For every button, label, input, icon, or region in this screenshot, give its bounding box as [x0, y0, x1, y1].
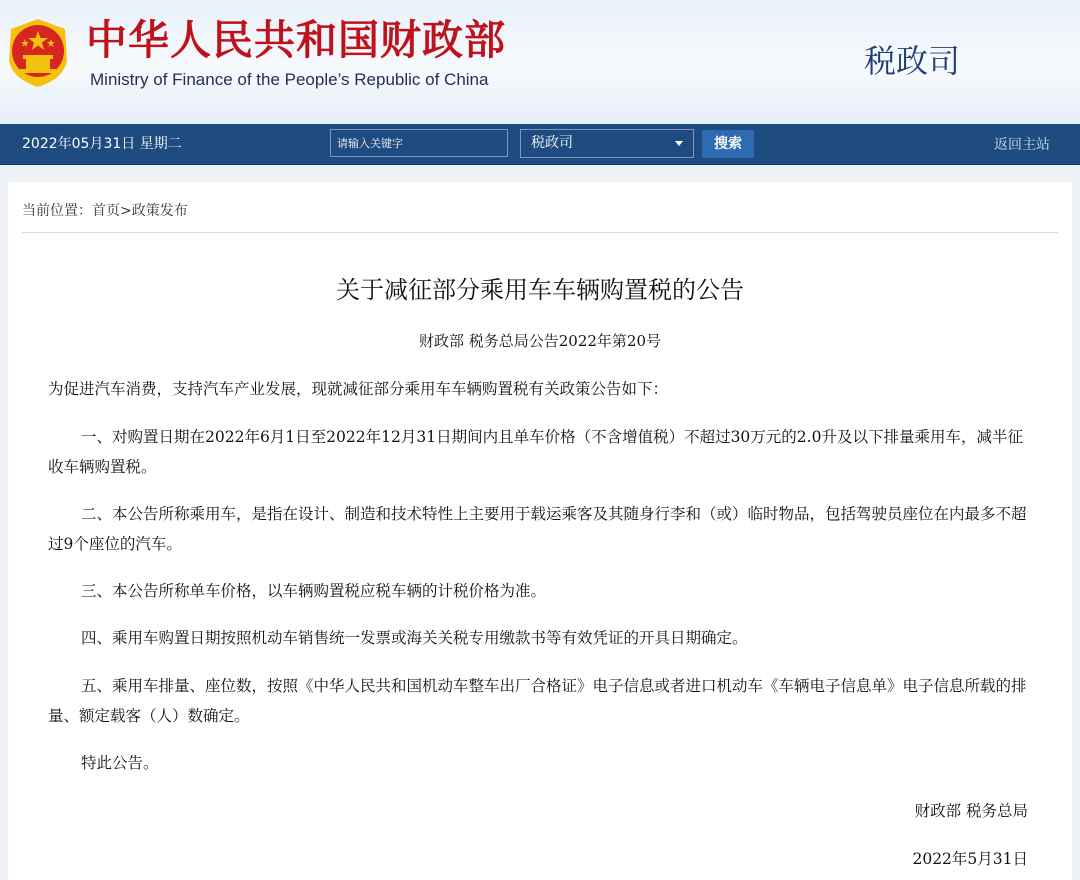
breadcrumb — [22, 182, 1058, 233]
breadcrumb-section-link[interactable]: 政策发布 — [131, 203, 188, 219]
breadcrumb-home-link[interactable]: 首页 — [92, 203, 120, 219]
site-title: 中华人民共和国财政部 — [86, 16, 506, 64]
department-select-value: 税政司 — [531, 135, 573, 151]
search-input[interactable] — [330, 129, 508, 157]
current-date: 2022年05月31日 星期二 — [22, 136, 182, 152]
site-header — [0, 0, 1080, 124]
document-number: 财政部 税务总局公告2022年第20号 — [418, 332, 662, 350]
signature-date: 2022年5月31日 — [912, 850, 1028, 868]
article-paragraph: 二、本公告所称乘用车，是指在设计、制造和技术特性上主要用于载运乘客及其随身行李和（或）临时物品，包括驾驶员座位在内最多不超过9个座位的汽车。 — [48, 505, 1027, 553]
return-home-link[interactable]: 返回主站 — [994, 137, 1050, 153]
article-paragraph: 三、本公告所称单车价格，以车辆购置税应税车辆的计税价格为准。 — [81, 582, 547, 600]
article-paragraph: 五、乘用车排量、座位数，按照《中华人民共和国机动车整车出厂合格证》电子信息或者进口机动车《车辆电子信息单》电子信息所载的排量、额定载客（人）数确定。 — [48, 677, 1027, 725]
site-subtitle: Ministry of Finance of the People’s Republic of China — [90, 70, 489, 89]
article-paragraph: 一、对购置日期在2022年6月1日至2022年12月31日期间内且单车价格（不含增值税）不超过30万元的2.0升及以下排量乘用车，减半征收车辆购置税。 — [48, 428, 1023, 476]
chevron-down-icon — [675, 141, 683, 146]
search-button[interactable]: 搜索 — [702, 130, 754, 158]
article-paragraph: 四、乘用车购置日期按照机动车销售统一发票或海关关税专用缴款书等有效凭证的开具日期确定。 — [81, 629, 748, 647]
breadcrumb-prefix: 当前位置： — [22, 203, 92, 219]
department-title: 税政司 — [864, 42, 961, 80]
breadcrumb-separator: > — [120, 203, 132, 219]
top-navbar — [0, 124, 1080, 165]
signature: 财政部 税务总局 — [914, 802, 1028, 820]
article-container — [8, 182, 1072, 880]
department-select[interactable] — [520, 129, 694, 158]
article-title: 关于减征部分乘用车车辆购置税的公告 — [336, 276, 744, 304]
article-paragraph: 特此公告。 — [81, 754, 159, 772]
national-emblem-icon — [5, 17, 71, 89]
article-paragraph: 为促进汽车消费，支持汽车产业发展，现就减征部分乘用车车辆购置税有关政策公告如下： — [48, 380, 669, 398]
